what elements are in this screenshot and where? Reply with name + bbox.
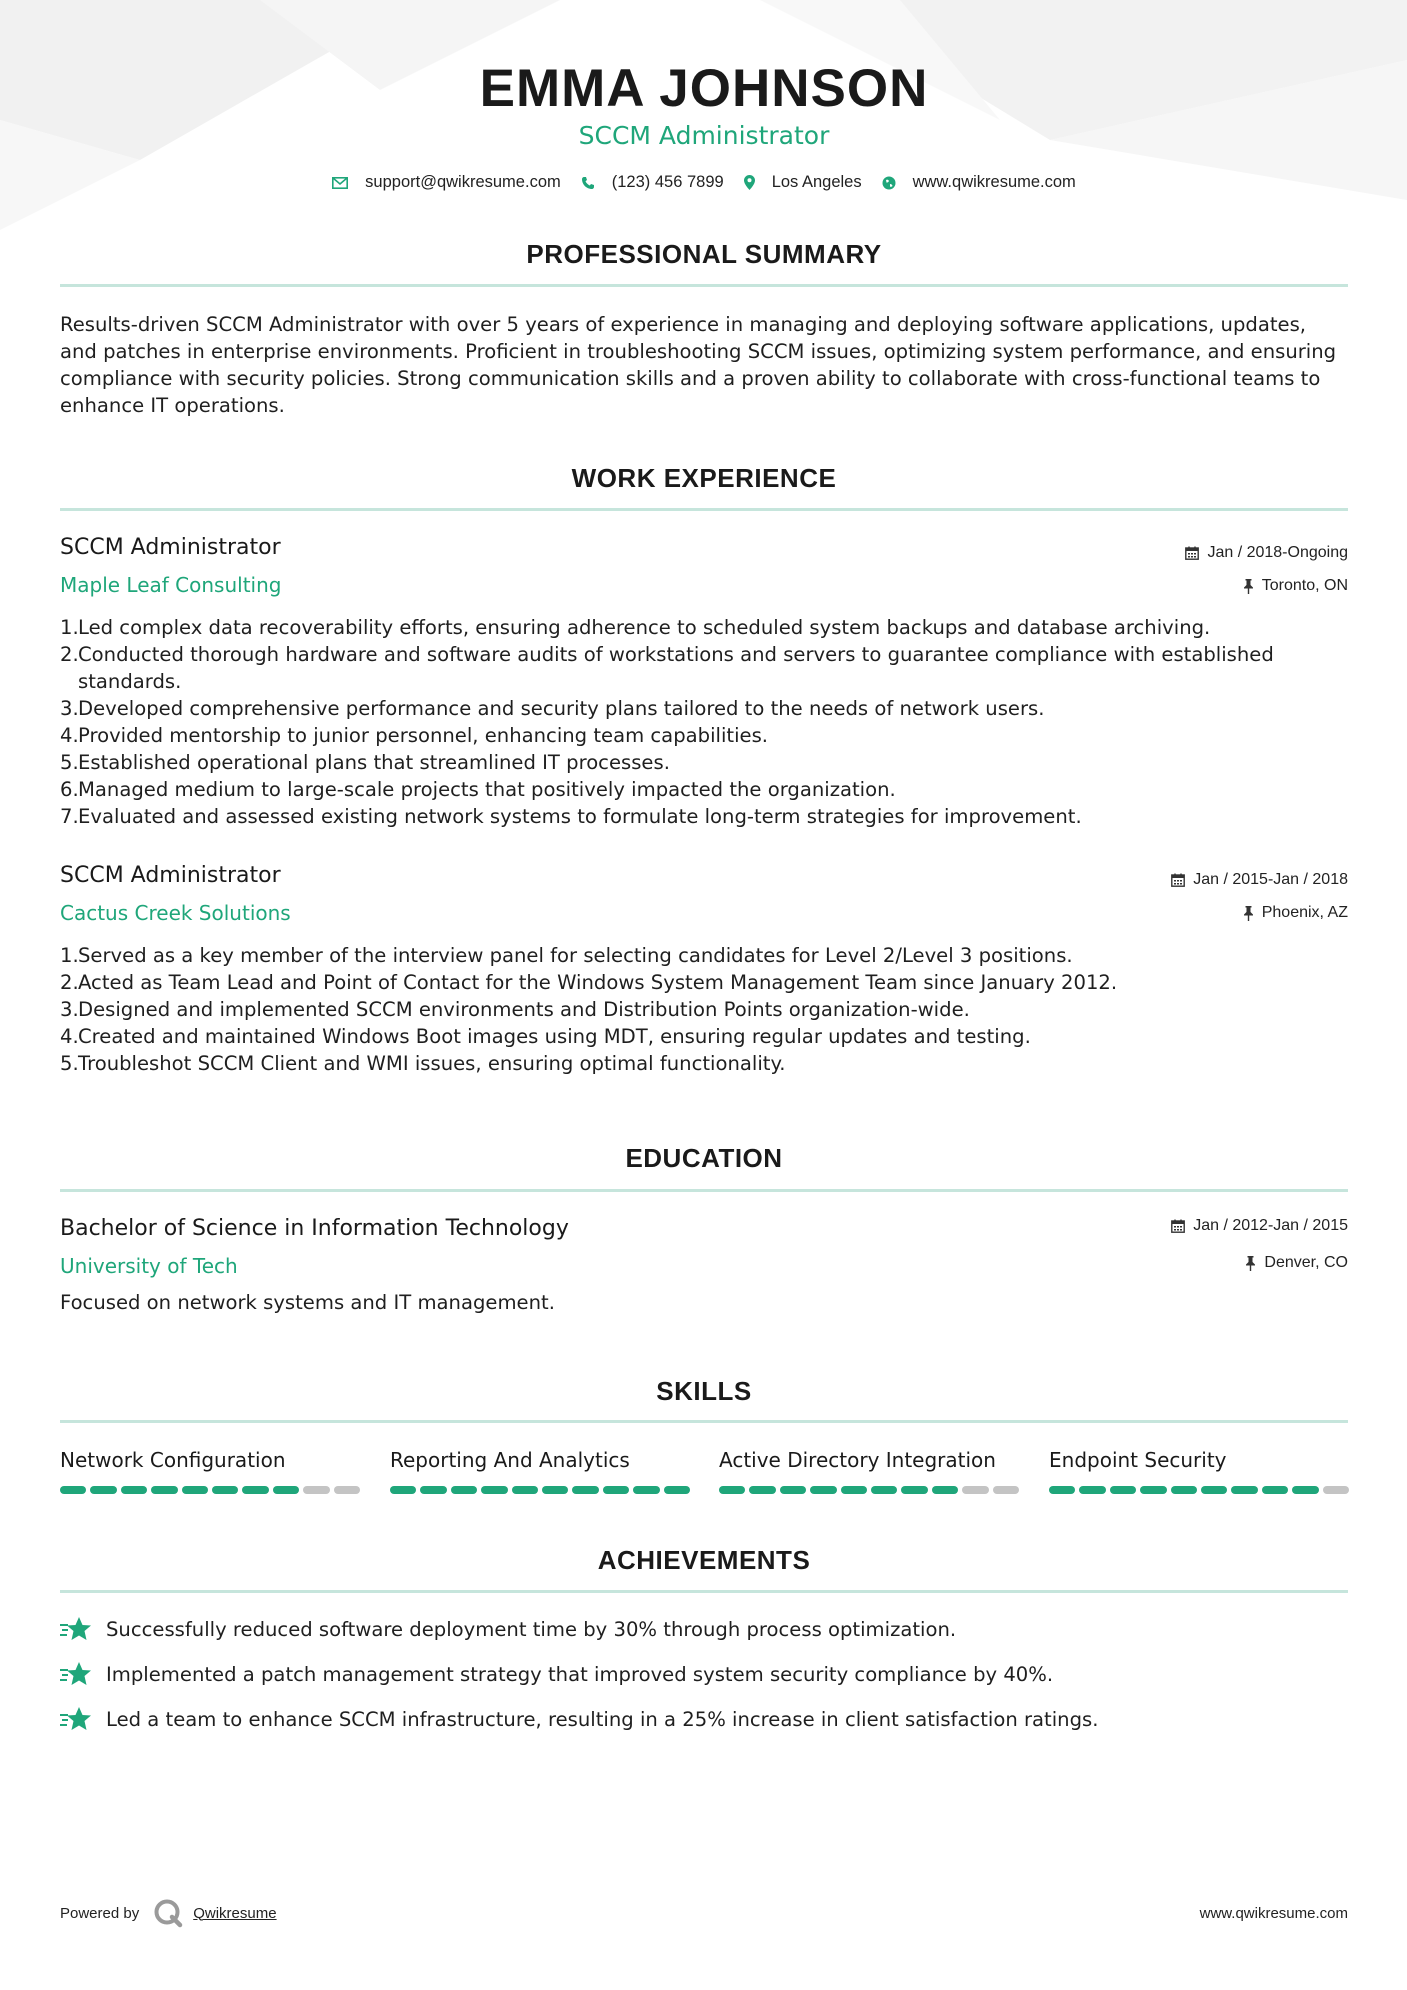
- skill-level-segment: [420, 1486, 446, 1494]
- list-item: 2. Conducted thorough hardware and software audits of workstations and servers to guarantee compliance with established standards.: [60, 643, 1274, 693]
- list-item: 2. Acted as Team Lead and Point of Contact for the Windows System Management Team since January 2012.: [60, 971, 1118, 994]
- job-bullets: [60, 614, 1348, 830]
- achievement-text: Led a team to enhance SCCM infrastructure, resulting in a 25% increase in client satisfaction ratings.: [106, 1707, 1099, 1731]
- education-date-text: Jan / 2012-Jan / 2015: [1193, 1217, 1348, 1234]
- footer-website[interactable]: www.qwikresume.com: [1199, 1905, 1348, 1922]
- phone-icon: [581, 176, 595, 190]
- skill-item: [390, 1448, 690, 1494]
- skill-level-segment: [212, 1486, 238, 1494]
- skill-level-segment: [151, 1486, 177, 1494]
- company-name: Maple Leaf Consulting: [60, 573, 282, 597]
- skill-level-segment: [90, 1486, 116, 1494]
- skill-level-segment: [1171, 1486, 1197, 1494]
- skill-level-segment: [273, 1486, 299, 1494]
- powered-by-text: Powered by: [60, 1904, 140, 1922]
- skill-level-segment: [1140, 1486, 1166, 1494]
- skill-level-segment: [1079, 1486, 1105, 1494]
- achievement-item: [60, 1616, 956, 1642]
- skill-item: [1049, 1448, 1349, 1494]
- skill-level-bar: [60, 1486, 360, 1494]
- skill-level-segment: [810, 1486, 836, 1494]
- skill-level-segment: [749, 1486, 775, 1494]
- summary-heading: PROFESSIONAL SUMMARY: [526, 239, 882, 269]
- skills-heading: SKILLS: [656, 1376, 752, 1406]
- education-divider: [60, 1189, 1348, 1192]
- skill-name: Reporting And Analytics: [390, 1448, 630, 1472]
- website-text: www.qwikresume.com: [912, 173, 1076, 191]
- location-text: Los Angeles: [771, 173, 862, 191]
- calendar-icon: [1171, 873, 1185, 887]
- list-item: 5. Troubleshot SCCM Client and WMI issues, ensuring optimal functionality.: [60, 1052, 786, 1075]
- degree-title: Bachelor of Science in Information Technology: [60, 1216, 569, 1241]
- skill-level-segment: [121, 1486, 147, 1494]
- email-text: support@qwikresume.com: [365, 173, 561, 191]
- skill-level-segment: [303, 1486, 329, 1494]
- list-item: 4. Provided mentorship to junior personnel, enhancing team capabilities.: [60, 724, 769, 747]
- achievements-divider: [60, 1590, 1348, 1593]
- list-item: 7. Evaluated and assessed existing network systems to formulate long-term strategies for improvement.: [60, 805, 1082, 828]
- education-date: [1171, 1217, 1348, 1235]
- skill-level-segment: [1231, 1486, 1257, 1494]
- education-heading: EDUCATION: [625, 1143, 783, 1173]
- skill-name: Active Directory Integration: [719, 1448, 996, 1472]
- skill-level-segment: [1323, 1486, 1349, 1494]
- skill-level-segment: [334, 1486, 360, 1494]
- skill-level-segment: [1262, 1486, 1288, 1494]
- summary-divider: [60, 284, 1348, 287]
- skill-item: [719, 1448, 1019, 1494]
- skill-level-segment: [60, 1486, 86, 1494]
- job-location: [1243, 577, 1348, 595]
- list-item: 5. Established operational plans that streamlined IT processes.: [60, 751, 670, 774]
- list-item: 1. Served as a key member of the interview panel for selecting candidates for Level 2/Level 3 positions.: [60, 944, 1073, 967]
- job-date: [1171, 871, 1348, 889]
- star-icon: [60, 1616, 92, 1642]
- contact-location: [744, 173, 862, 192]
- skill-level-segment: [542, 1486, 568, 1494]
- skill-level-bar: [390, 1486, 690, 1494]
- education-location: [1245, 1254, 1348, 1272]
- skill-level-segment: [633, 1486, 659, 1494]
- skill-level-segment: [719, 1486, 745, 1494]
- skill-level-segment: [242, 1486, 268, 1494]
- skill-level-segment: [1049, 1486, 1075, 1494]
- job-location: [1243, 904, 1348, 922]
- job-title: SCCM Administrator: [60, 535, 281, 560]
- candidate-name: EMMA JOHNSON: [479, 59, 929, 118]
- qwikresume-logo-icon: [153, 1898, 183, 1928]
- skill-level-segment: [182, 1486, 208, 1494]
- skill-level-segment: [512, 1486, 538, 1494]
- skill-level-segment: [1201, 1486, 1227, 1494]
- skill-level-segment: [603, 1486, 629, 1494]
- list-item: 6. Managed medium to large-scale projects that positively impacted the organization.: [60, 778, 896, 801]
- skill-level-segment: [780, 1486, 806, 1494]
- skill-level-bar: [1049, 1486, 1349, 1494]
- skill-level-segment: [481, 1486, 507, 1494]
- phone-text: (123) 456 7899: [611, 173, 724, 191]
- skill-level-segment: [390, 1486, 416, 1494]
- achievement-item: [60, 1706, 1098, 1732]
- achievements-heading: ACHIEVEMENTS: [597, 1545, 811, 1575]
- skill-item: [60, 1448, 360, 1494]
- job-location-text: Phoenix, AZ: [1261, 904, 1348, 921]
- summary-text: Results-driven SCCM Administrator with over 5 years of experience in managing and deploying software applications, updates, and patches in enterprise environments. Proficient in troubleshooting SCCM issues, optimizing system performance, and ensuring compliance with security policies. Strong communication skills and a proven ability to collaborate with cross-functional teams to enhance IT operations.: [60, 313, 1337, 417]
- list-item: 1. Led complex data recoverability efforts, ensuring adherence to scheduled system backups and database archiving.: [60, 616, 1211, 639]
- job-date: [1185, 544, 1348, 562]
- pushpin-icon: [1243, 579, 1254, 594]
- contact-email[interactable]: [332, 173, 561, 192]
- skill-level-bar: [719, 1486, 1019, 1494]
- skill-level-segment: [993, 1486, 1019, 1494]
- education-location-text: Denver, CO: [1264, 1254, 1348, 1271]
- star-icon: [60, 1706, 92, 1732]
- job-date-text: Jan / 2018-Ongoing: [1207, 544, 1348, 561]
- job-location-text: Toronto, ON: [1261, 577, 1348, 594]
- skill-name: Network Configuration: [60, 1448, 286, 1472]
- company-name: Cactus Creek Solutions: [60, 901, 291, 925]
- skills-divider: [60, 1420, 1348, 1423]
- skill-level-segment: [664, 1486, 690, 1494]
- contact-phone[interactable]: [581, 173, 724, 192]
- list-item: 3. Designed and implemented SCCM environments and Distribution Points organization-wide.: [60, 998, 970, 1021]
- list-item: 4. Created and maintained Windows Boot images using MDT, ensuring regular updates and testing.: [60, 1025, 1031, 1048]
- experience-divider: [60, 508, 1348, 511]
- skill-name: Endpoint Security: [1049, 1448, 1227, 1472]
- calendar-icon: [1185, 546, 1199, 560]
- achievement-text: Successfully reduced software deployment time by 30% through process optimization.: [106, 1617, 957, 1641]
- pushpin-icon: [1245, 1256, 1256, 1271]
- calendar-icon: [1171, 1219, 1185, 1233]
- list-item: 3. Developed comprehensive performance and security plans tailored to the needs of network users.: [60, 697, 1045, 720]
- globe-icon: [882, 176, 896, 190]
- map-pin-icon: [744, 175, 755, 190]
- star-icon: [60, 1661, 92, 1687]
- contact-website[interactable]: [882, 173, 1076, 192]
- skill-level-segment: [1110, 1486, 1136, 1494]
- skill-level-segment: [871, 1486, 897, 1494]
- pushpin-icon: [1243, 906, 1254, 921]
- school-name: University of Tech: [60, 1254, 238, 1278]
- footer-powered-by: [60, 1898, 277, 1928]
- candidate-title: SCCM Administrator: [578, 121, 830, 150]
- skill-level-segment: [451, 1486, 477, 1494]
- skill-level-segment: [1292, 1486, 1318, 1494]
- brand-link[interactable]: Qwikresume: [193, 1904, 277, 1922]
- skill-level-segment: [962, 1486, 988, 1494]
- skill-level-segment: [901, 1486, 927, 1494]
- education-description: Focused on network systems and IT management.: [60, 1291, 555, 1314]
- achievement-text: Implemented a patch management strategy that improved system security compliance by 40%.: [106, 1662, 1054, 1686]
- job-date-text: Jan / 2015-Jan / 2018: [1193, 871, 1348, 888]
- envelope-icon: [332, 177, 348, 189]
- achievement-item: [60, 1661, 1053, 1687]
- experience-heading: WORK EXPERIENCE: [571, 463, 837, 493]
- job-title: SCCM Administrator: [60, 863, 281, 888]
- skill-level-segment: [572, 1486, 598, 1494]
- contact-bar: [60, 173, 1348, 192]
- skill-level-segment: [932, 1486, 958, 1494]
- job-bullets: [60, 942, 1348, 1077]
- skill-level-segment: [841, 1486, 867, 1494]
